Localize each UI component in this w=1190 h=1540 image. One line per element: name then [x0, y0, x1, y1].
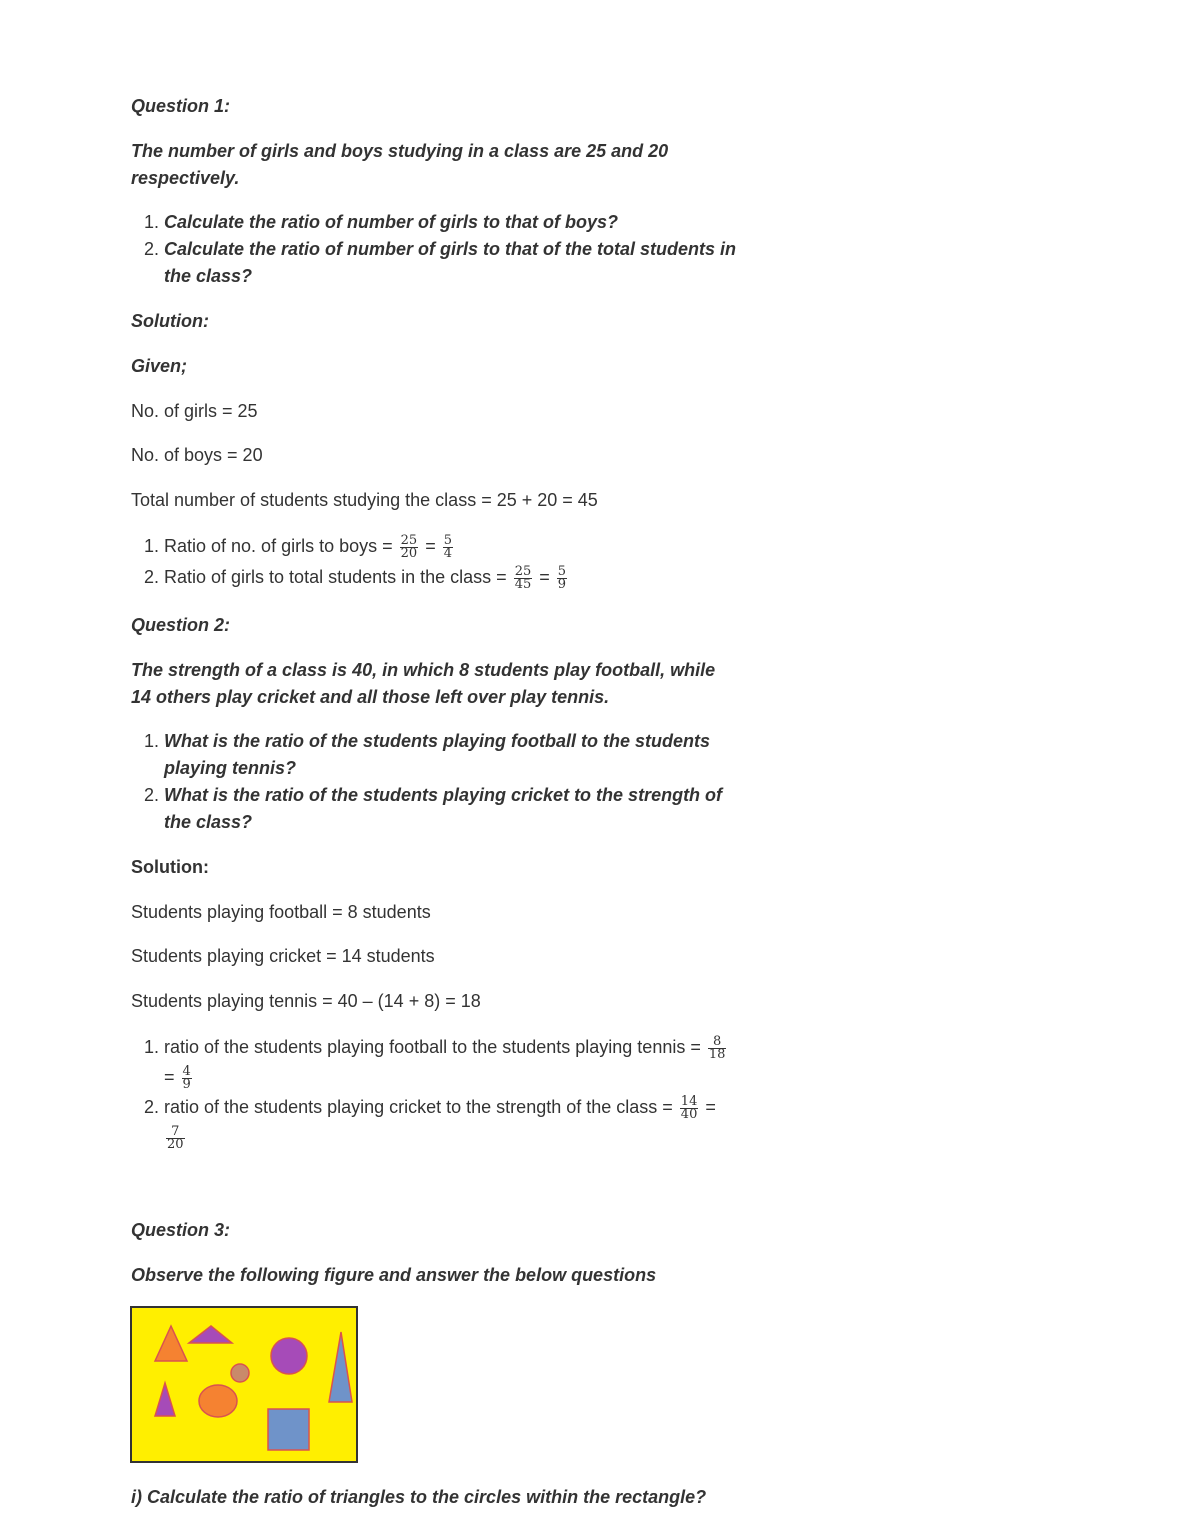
- q3-cut-question: i) Calculate the ratio of triangles to the circles within the rectangle?: [131, 1487, 707, 1507]
- blue-square-shape: [268, 1409, 309, 1450]
- q2-statement-line2: 14 others play cricket and all those left over play tennis.: [131, 687, 610, 707]
- list-marker: 2.: [144, 239, 160, 259]
- list-marker: 1.: [144, 212, 160, 232]
- q2-item-1-text: What is the ratio of the students playing football to the students: [164, 731, 711, 751]
- fraction: $\frac{5}{9}$: [557, 563, 567, 592]
- list-marker: 1.: [144, 1037, 160, 1057]
- q1-item-2-cont: the class?: [164, 266, 253, 286]
- answer-text: ratio of the students playing football to the students playing tennis =: [164, 1037, 701, 1057]
- q1-solution-label: Solution:: [131, 311, 209, 331]
- q1-answer-1: 1. Ratio of no. of girls to boys = $\frac{25}{20}$ = $\frac{5}{4}$: [144, 532, 453, 561]
- brown-circle-shape: [231, 1364, 249, 1382]
- fraction: $\frac{25}{20}$: [400, 532, 418, 561]
- q2-item-1-cont: playing tennis?: [164, 758, 297, 778]
- fraction: $\frac{25}{45}$: [514, 563, 532, 592]
- q2-solution-label: Solution:: [131, 857, 209, 877]
- q1-statement-line1: The number of girls and boys studying in a class are 25 and 20: [131, 141, 669, 161]
- answer-text: Ratio of girls to total students in the class =: [164, 567, 507, 587]
- q2-statement-line1: The strength of a class is 40, in which 8 students play football, while: [131, 660, 716, 680]
- q2-tennis: Students playing tennis = 40 – (14 + 8) = 18: [131, 991, 481, 1011]
- fraction: $\frac{4}{9}$: [182, 1063, 191, 1092]
- q2-answer-1-cont: = $\frac{4}{9}$: [164, 1063, 191, 1092]
- list-marker: 1.: [144, 731, 160, 751]
- q1-girls: No. of girls = 25: [131, 401, 258, 421]
- q1-statement-line2: respectively.: [131, 168, 240, 188]
- answer-text: Ratio of no. of girls to boys =: [164, 536, 393, 556]
- q2-item-1: [144, 728, 710, 755]
- fraction: $\frac{8}{18}$: [708, 1033, 726, 1062]
- q2-answer-2-cont: [164, 1124, 187, 1151]
- q3-heading: Question 3:: [131, 1220, 231, 1240]
- list-marker: 2.: [144, 1097, 160, 1117]
- q2-item-2: [144, 782, 722, 809]
- fraction: $\frac{5}{4}$: [443, 532, 453, 561]
- answer-text: ratio of the students playing cricket to the strength of the class =: [164, 1097, 673, 1117]
- q1-item-2: [144, 236, 736, 263]
- q1-item-1: [144, 209, 618, 236]
- q2-item-2-text: What is the ratio of the students playing cricket to the strength of: [164, 785, 723, 805]
- purple-circle-shape: [271, 1338, 307, 1374]
- q2-answer-2: 2. ratio of the students playing cricket to the strength of the class = $\frac{14}{40}$ =: [144, 1093, 716, 1122]
- fraction: $\frac{7}{20}$: [167, 1123, 184, 1152]
- shapes-figure: [130, 1306, 358, 1463]
- q1-item-2-text: Calculate the ratio of number of girls to that of the total students in: [164, 239, 737, 259]
- q1-answer-2: 2. Ratio of girls to total students in the class = $\frac{25}{45}$ = $\frac{5}{9}$: [144, 563, 567, 592]
- q2-answer-1: [144, 1034, 728, 1061]
- q2-football: Students playing football = 8 students: [131, 902, 431, 922]
- fraction: $\frac{14}{40}$: [680, 1093, 698, 1122]
- list-marker: 2.: [144, 567, 160, 587]
- q1-item-1-text: Calculate the ratio of number of girls to that of boys?: [164, 212, 619, 232]
- orange-ellipse-shape: [199, 1385, 237, 1417]
- list-marker: 1.: [144, 536, 160, 556]
- q1-given-label: Given;: [131, 356, 188, 376]
- q1-total: Total number of students studying the class = 25 + 20 = 45: [131, 490, 598, 510]
- q1-heading: Question 1:: [131, 96, 231, 116]
- q3-statement: Observe the following figure and answer the below questions: [131, 1265, 657, 1285]
- list-marker: 2.: [144, 785, 160, 805]
- q2-cricket: Students playing cricket = 14 students: [131, 946, 435, 966]
- q2-item-2-cont: the class?: [164, 812, 253, 832]
- q1-boys: No. of boys = 20: [131, 445, 263, 465]
- q2-heading: Question 2:: [131, 615, 231, 635]
